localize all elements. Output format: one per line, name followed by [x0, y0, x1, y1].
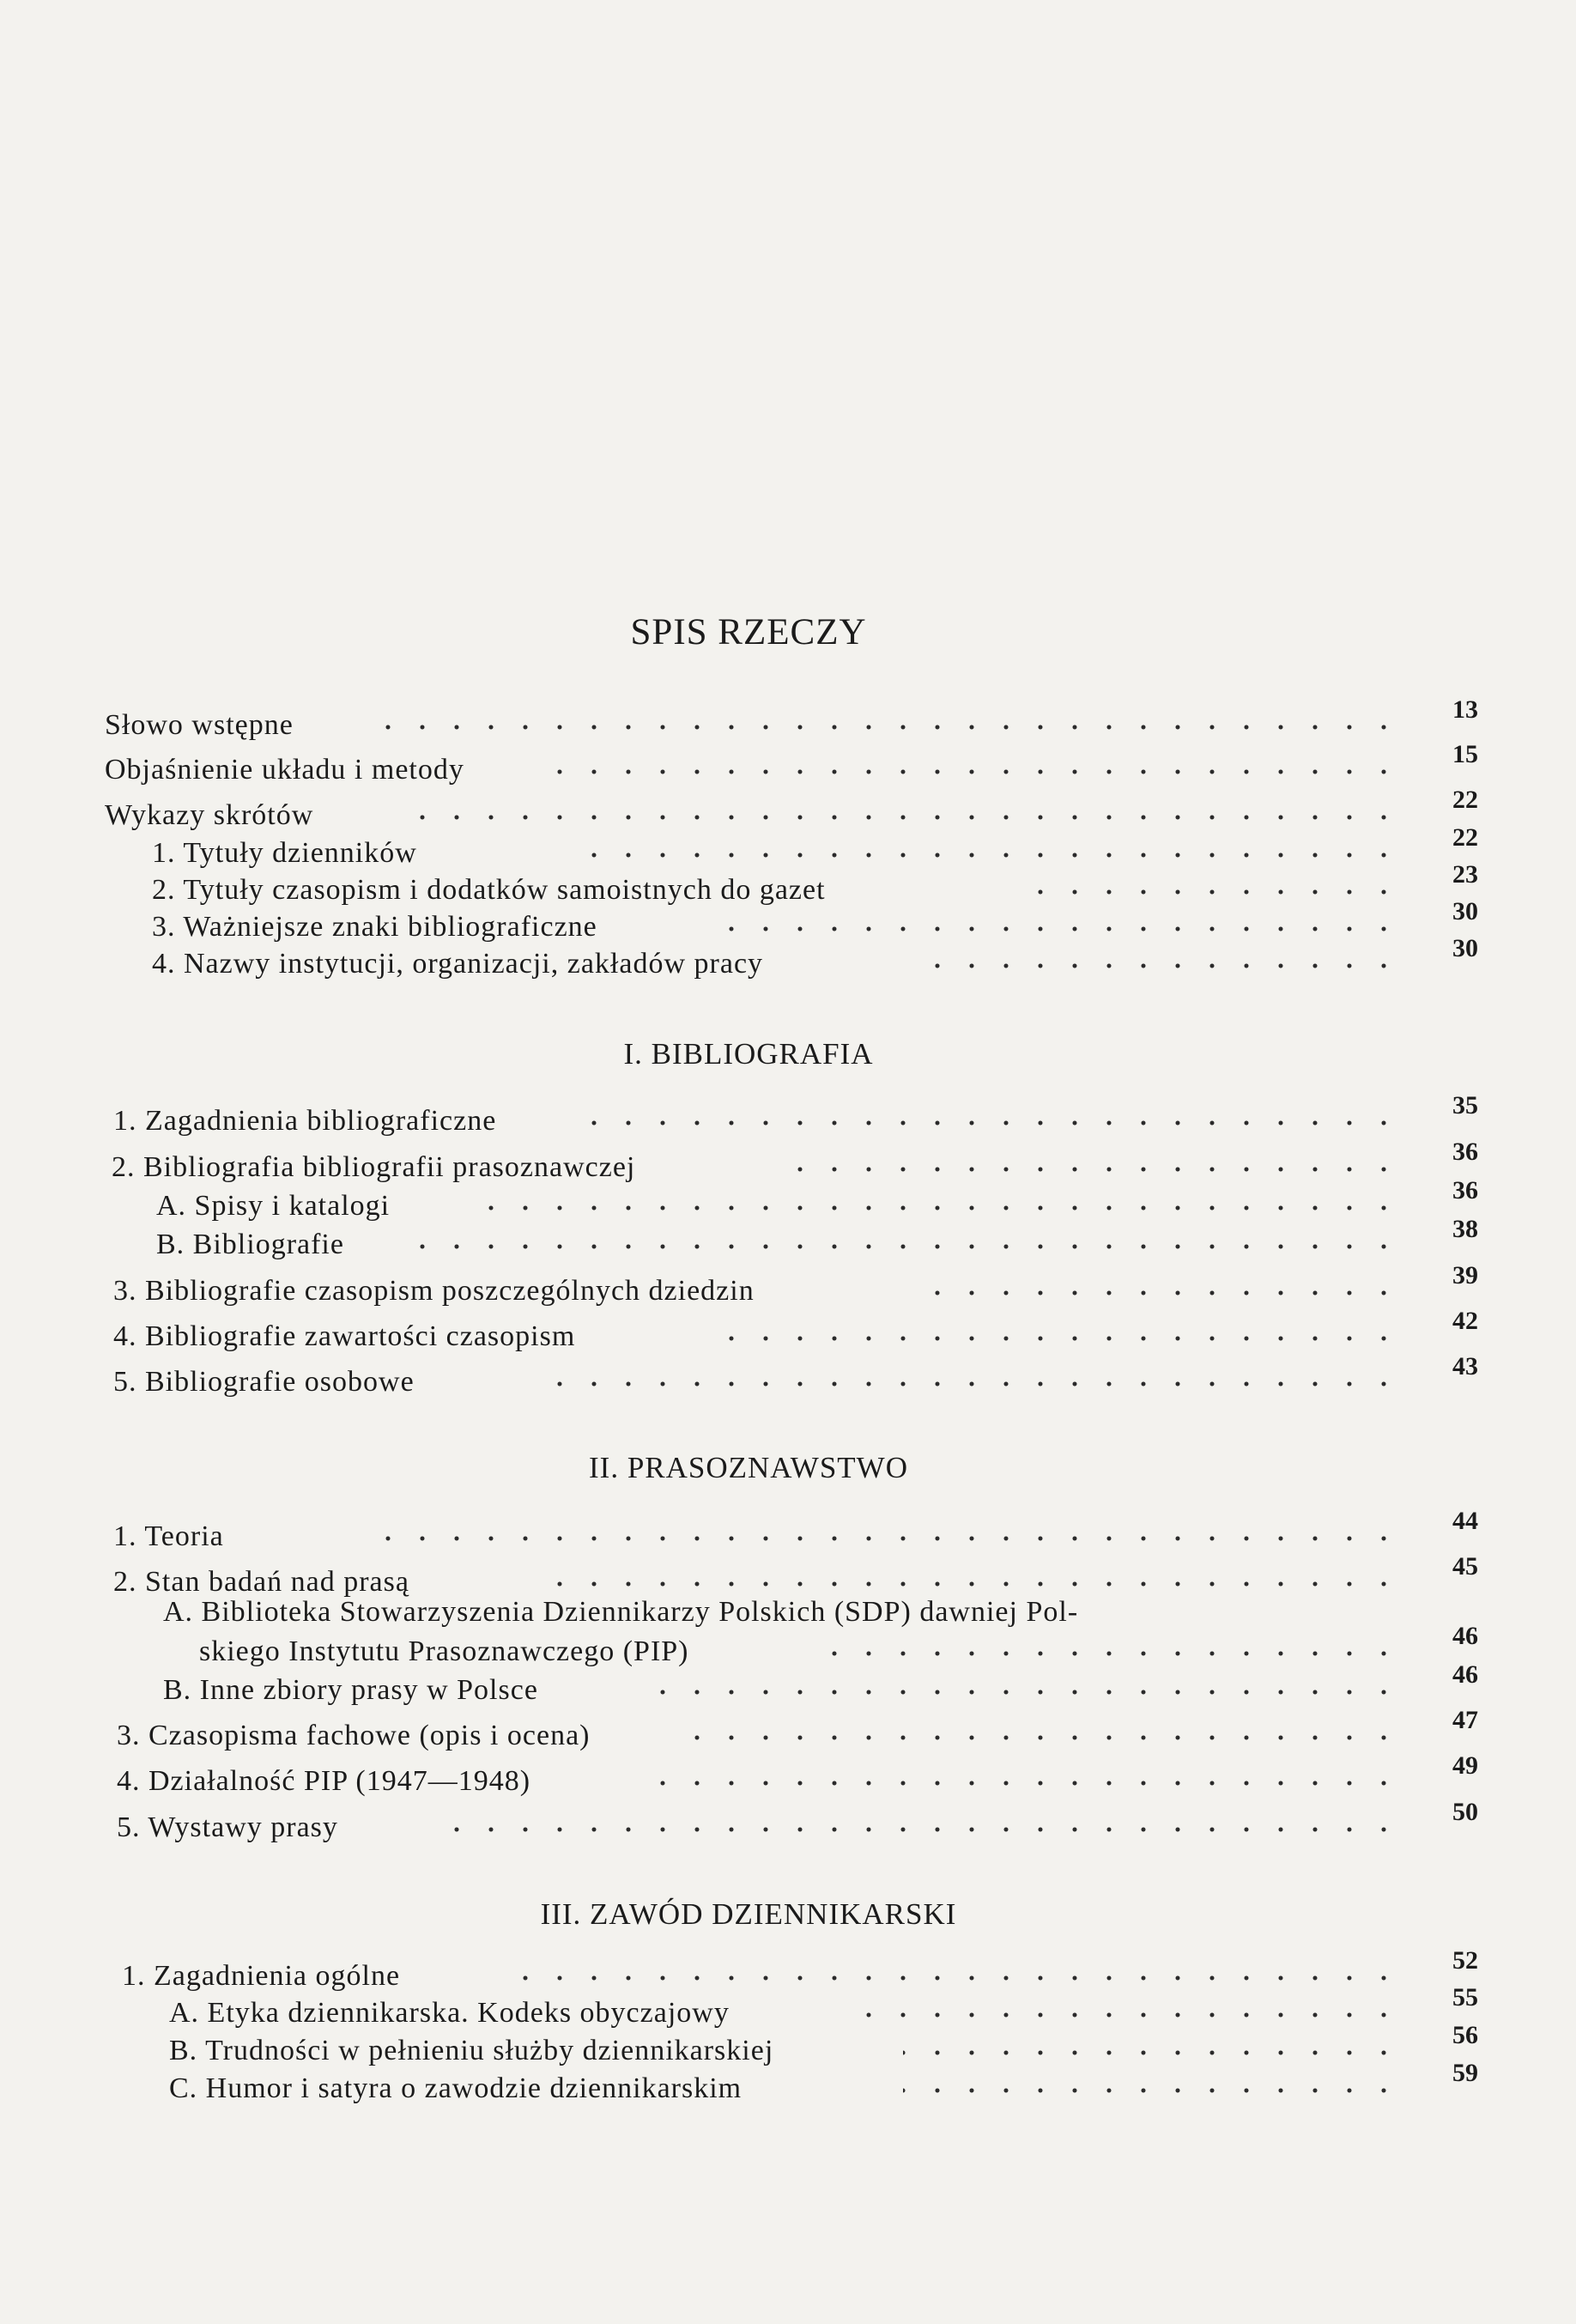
toc-page-number: 39: [1452, 1261, 1478, 1289]
dot-leader: [534, 1381, 1401, 1387]
dot-leader: [903, 2050, 1401, 2055]
dot-leader: [362, 725, 1401, 730]
dot-leader: [482, 1205, 1401, 1211]
dot-leader: [912, 1290, 1401, 1295]
toc-label: 1. Zagadnienia bibliograficzne: [113, 1105, 508, 1138]
toc-entry[interactable]: [105, 1261, 1478, 1314]
toc-label: skiego Instytutu Prasoznawczego (PIP): [199, 1635, 701, 1668]
toc-page-number: 42: [1452, 1307, 1478, 1335]
toc-entry[interactable]: [105, 1622, 1478, 1675]
dot-leader: [1032, 889, 1401, 895]
dot-leader: [508, 1975, 1401, 1981]
toc-entry[interactable]: [105, 1798, 1478, 1851]
toc-page-number: 49: [1452, 1751, 1478, 1780]
dot-leader: [414, 815, 1401, 820]
toc-label: A. Spisy i katalogi: [156, 1190, 402, 1223]
toc-label: B. Trudności w pełnieniu służby dziennikarskiej: [169, 2035, 785, 2067]
dot-leader: [585, 1120, 1401, 1126]
toc-label: B. Bibliografie: [156, 1229, 356, 1261]
toc-label: 5. Wystawy prasy: [117, 1811, 350, 1844]
toc-label: 1. Zagadnienia ogólne: [122, 1960, 412, 1993]
dot-leader: [723, 926, 1401, 931]
toc-entry[interactable]: [105, 1215, 1478, 1268]
toc-label: 5. Bibliografie osobowe: [113, 1366, 427, 1399]
dot-leader: [414, 1244, 1401, 1249]
toc-label: 2. Stan badań nad prasą: [113, 1566, 421, 1599]
toc-page-number: 50: [1452, 1798, 1478, 1826]
toc-entry[interactable]: [105, 2059, 1478, 2112]
toc-entry-foreword[interactable]: [105, 695, 1478, 749]
toc-label: 4. Bibliografie zawartości czasopism: [113, 1320, 587, 1353]
toc-page-number: 15: [1452, 740, 1478, 768]
toc-page-number: 35: [1452, 1091, 1478, 1120]
toc-entry[interactable]: [105, 1352, 1478, 1405]
toc-page-number: 52: [1452, 1946, 1478, 1975]
toc-page-number: 46: [1452, 1622, 1478, 1650]
dot-leader: [448, 1827, 1401, 1832]
toc-label: Słowo wstępne: [105, 709, 306, 742]
toc-page-number: 44: [1452, 1507, 1478, 1535]
toc-entry[interactable]: [105, 1307, 1478, 1360]
toc-page-number: 23: [1452, 860, 1478, 889]
toc-page-number: 46: [1452, 1660, 1478, 1689]
dot-leader: [860, 2012, 1401, 2018]
toc-entry[interactable]: [105, 1091, 1478, 1144]
toc-label: 3. Bibliografie czasopism poszczególnych dziedzin: [113, 1275, 767, 1308]
toc-page-number: 36: [1452, 1138, 1478, 1166]
dot-leader: [706, 1336, 1401, 1341]
toc-label: 4. Nazwy instytucji, organizacji, zakładów pracy: [152, 948, 775, 980]
toc-page-number: 13: [1452, 695, 1478, 724]
toc-page-number: 30: [1452, 934, 1478, 962]
toc-label: 3. Czasopisma fachowe (opis i ocena): [117, 1720, 603, 1752]
dot-leader: [654, 1690, 1401, 1695]
toc-entry[interactable]: [105, 1660, 1478, 1714]
toc-label: 1. Teoria: [113, 1520, 236, 1553]
section-heading-journalism: III. ZAWÓD DZIENNIKARSKI: [540, 1897, 957, 1931]
toc-page-number: 43: [1452, 1352, 1478, 1380]
toc-page-number: 36: [1452, 1176, 1478, 1204]
toc-entry-abbreviations[interactable]: [105, 786, 1478, 839]
toc-label: 2. Tytuły czasopism i dodatków samoistnych do gazet: [152, 874, 838, 907]
toc-label: A. Etyka dziennikarska. Kodeks obyczajowy: [169, 1997, 742, 2030]
toc-page-number: 55: [1452, 1983, 1478, 2012]
toc-label: Wykazy skrótów: [105, 799, 325, 832]
dot-leader: [551, 769, 1401, 774]
dot-leader: [362, 1536, 1401, 1541]
toc-label: 3. Ważniejsze znaki bibliograficzne: [152, 911, 609, 944]
section-heading-press-studies: II. PRASOZNAWSTWO: [589, 1451, 908, 1484]
dot-leader: [791, 1167, 1401, 1172]
dot-leader: [903, 2088, 1401, 2093]
toc-label: Objaśnienie układu i metody: [105, 754, 476, 786]
toc-entry-continued[interactable]: [105, 1596, 1401, 1635]
toc-page-number: 22: [1452, 823, 1478, 852]
toc-entry[interactable]: [105, 1751, 1478, 1805]
toc-entry-institution-names[interactable]: [105, 934, 1478, 987]
toc-label: C. Humor i satyra o zawodzie dziennikarskim: [169, 2072, 754, 2105]
dot-leader: [568, 853, 1401, 858]
toc-page-number: 56: [1452, 2021, 1478, 2049]
toc-label: 4. Działalność PIP (1947—1948): [117, 1765, 543, 1798]
toc-page-number: 45: [1452, 1552, 1478, 1581]
toc-label: B. Inne zbiory prasy w Polsce: [163, 1674, 550, 1707]
toc-page-number: 30: [1452, 897, 1478, 925]
toc-page-number: 22: [1452, 786, 1478, 814]
toc-page-number: 38: [1452, 1215, 1478, 1243]
page-title: SPIS RZECZY: [630, 612, 867, 652]
dot-leader: [929, 963, 1401, 968]
dot-leader: [826, 1651, 1401, 1656]
toc-entry-bibliographic-signs[interactable]: [105, 897, 1478, 950]
toc-entry[interactable]: [105, 1706, 1478, 1759]
toc-page-number: 47: [1452, 1706, 1478, 1734]
dot-leader: [534, 1581, 1401, 1587]
toc-entry[interactable]: [105, 1507, 1478, 1560]
dot-leader: [654, 1781, 1401, 1786]
toc-label: A. Biblioteka Stowarzyszenia Dziennikarzy Polskich (SDP) dawniej Pol-: [163, 1596, 1079, 1628]
toc-entry[interactable]: [105, 1138, 1478, 1191]
toc-label: 2. Bibliografia bibliografii prasoznawczej: [112, 1151, 647, 1184]
toc-page-number: 59: [1452, 2059, 1478, 2087]
section-heading-bibliography: I. BIBLIOGRAFIA: [623, 1037, 874, 1071]
toc-entry-method[interactable]: [105, 740, 1478, 793]
dot-leader: [688, 1735, 1401, 1740]
toc-label: 1. Tytuły dzienników: [152, 837, 429, 870]
